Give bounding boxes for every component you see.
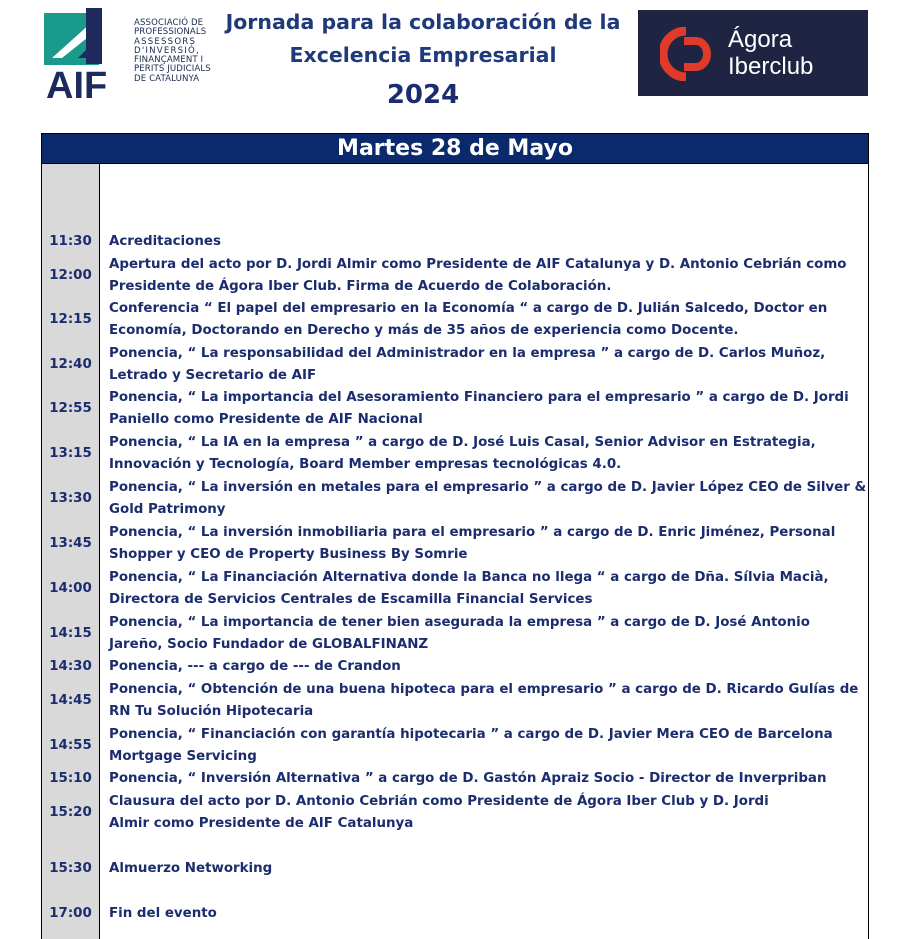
schedule-description-line: Clausura del acto por D. Antonio Cebrián como Presidente de Ágora Iber Club y D. Jordi xyxy=(109,794,769,809)
schedule-description xyxy=(109,791,861,836)
schedule-description-line: Innovación y Tecnología, Board Member empresas tecnológicas 4.0. xyxy=(109,457,622,473)
schedule-description-line: Ponencia, “ La inversión en metales para el empresario ” a cargo de D. Javier López CEO de Silver & xyxy=(109,480,867,495)
schedule-description-line: Ponencia, “ Financiación con garantía hipotecaria ” a cargo de D. Javier Mera CEO de Barcelona xyxy=(109,727,833,742)
aif-line: ASSOCIACIÓ DE xyxy=(134,18,204,28)
schedule-description-line: Paniello como Presidente de AIF Nacional xyxy=(109,412,423,428)
schedule-description-line: Ponencia, “ La responsabilidad del Administrador en la empresa ” a cargo de D. Carlos Muñoz, xyxy=(109,346,826,361)
schedule-time: 14:45 xyxy=(49,693,92,708)
aif-line: DE CATALUNYA xyxy=(134,73,200,84)
schedule-description xyxy=(109,903,861,925)
schedule-description-line: Ponencia, “ Obtención de una buena hipoteca para el empresario ” a cargo de D. Ricardo Gulías de xyxy=(109,682,859,697)
schedule-time: 12:00 xyxy=(49,268,92,283)
schedule-description-line: Presidente de Ágora Iber Club. Firma de Acuerdo de Colaboración. xyxy=(109,279,612,295)
schedule-description xyxy=(109,724,861,769)
schedule-description-line: Almuerzo Networking xyxy=(109,861,273,876)
schedule-description-line: Ponencia, “ La IA en la empresa ” a cargo de D. José Luis Casal, Senior Advisor en Estrategia, xyxy=(109,435,816,450)
schedule-description-line: Ponencia, “ La importancia de tener bien asegurada la empresa ” a cargo de D. José Antonio xyxy=(109,615,810,630)
schedule-description-line: Gold Patrimony xyxy=(109,502,226,518)
schedule-description-line: Fin del evento xyxy=(109,906,217,921)
aif-logo-mark-icon xyxy=(44,8,112,100)
schedule-time: 14:30 xyxy=(49,659,92,674)
schedule-description-line: Ponencia, “ La Financiación Alternativa donde la Banca no llega “ a cargo de Dña. Sílvia Macià, xyxy=(109,570,829,585)
schedule-description-line: Economía, Doctorando en Derecho y más de 35 años de experiencia como Docente. xyxy=(109,323,739,339)
schedule-description xyxy=(109,858,861,880)
schedule-description-line: Jareño, Socio Fundador de GLOBALFINANZ xyxy=(109,637,429,653)
schedule-description xyxy=(109,522,861,567)
schedule-description-line: Conferencia “ El papel del empresario en la Economía “ a cargo de D. Julián Salcedo, Doctor en xyxy=(109,301,828,316)
schedule-description-line: Almir como Presidente de AIF Catalunya xyxy=(109,816,414,832)
schedule-time: 14:15 xyxy=(49,626,92,641)
schedule-description-line: Ponencia, “ La inversión inmobiliaria para el empresario ” a cargo de D. Enric Jiménez, Personal xyxy=(109,525,836,540)
schedule-description xyxy=(109,298,861,343)
aif-line: ASSESSORS xyxy=(134,36,197,47)
schedule-time: 12:55 xyxy=(49,401,92,416)
schedule-description xyxy=(109,679,861,724)
schedule-description xyxy=(109,567,861,612)
schedule-description-line: Letrado y Secretario de AIF xyxy=(109,368,317,384)
schedule-description-line: Acreditaciones xyxy=(109,234,221,249)
schedule-description xyxy=(109,477,867,522)
schedule-time: 13:30 xyxy=(49,491,92,506)
agora-name-line-1: Ágora xyxy=(728,26,793,53)
schedule-description-line: Mortgage Servicing xyxy=(109,749,257,765)
aif-line: D'INVERSIÓ, xyxy=(134,45,200,56)
schedule-description-line: Directora de Servicios Centrales de Escamilla Financial Services xyxy=(109,592,593,608)
schedule-time: 13:15 xyxy=(49,446,92,461)
agora-name-line-2: Iberclub xyxy=(728,53,814,80)
aif-line: FINANÇAMENT I xyxy=(134,55,204,66)
aif-line: PERITS JUDICIALS xyxy=(134,64,211,75)
schedule-time: 14:55 xyxy=(49,738,92,753)
schedule-time: 17:00 xyxy=(49,906,92,921)
schedule-time: 15:10 xyxy=(49,771,92,786)
schedule-description-line: Ponencia, “ La importancia del Asesoramiento Financiero para el empresario ” a cargo de D. Jordi xyxy=(109,390,849,405)
title-year: 2024 xyxy=(386,80,460,110)
schedule-time: 15:30 xyxy=(49,861,92,876)
title-line-2: Excelencia Empresarial xyxy=(289,43,557,67)
schedule-description xyxy=(109,656,861,678)
day-header: Martes 28 de Mayo xyxy=(41,133,869,164)
agora-logo-mark-icon xyxy=(660,27,712,81)
schedule-description-line: Ponencia, “ Inversión Alternativa ” a cargo de D. Gastón Apraiz Socio - Director de Inverpriban xyxy=(109,771,827,786)
schedule-time: 12:40 xyxy=(49,357,92,372)
agora-iberclub-logo xyxy=(638,10,868,96)
schedule-description xyxy=(109,231,861,253)
aif-logo-text xyxy=(134,19,211,84)
schedule-description xyxy=(109,432,861,477)
schedule-time: 13:45 xyxy=(49,536,92,551)
schedule-time: 14:00 xyxy=(49,581,92,596)
schedule-description xyxy=(109,343,861,388)
schedule-description xyxy=(109,768,861,790)
page-title xyxy=(212,6,634,114)
schedule-description xyxy=(109,387,861,432)
schedule-description-line: Shopper y CEO de Property Business By Somrie xyxy=(109,547,468,563)
schedule-time: 15:20 xyxy=(49,805,92,820)
schedule-description-line: RN Tu Solución Hipotecaria xyxy=(109,704,314,720)
schedule-time: 12:15 xyxy=(49,312,92,327)
schedule-description-line: Ponencia, --- a cargo de --- de Crandon xyxy=(109,659,401,674)
schedule-description xyxy=(109,254,861,299)
schedule-description xyxy=(109,612,861,657)
schedule-time: 11:30 xyxy=(49,234,92,249)
title-line-1: Jornada para la colaboración de la xyxy=(225,10,621,34)
aif-acronym: AIF xyxy=(46,65,108,100)
agora-name xyxy=(728,26,813,80)
schedule-description-line: Apertura del acto por D. Jordi Almir como Presidente de AIF Catalunya y D. Antonio Cebrián como xyxy=(109,257,847,272)
aif-line: PROFESSIONALS xyxy=(134,27,207,38)
aif-logo xyxy=(44,8,209,100)
